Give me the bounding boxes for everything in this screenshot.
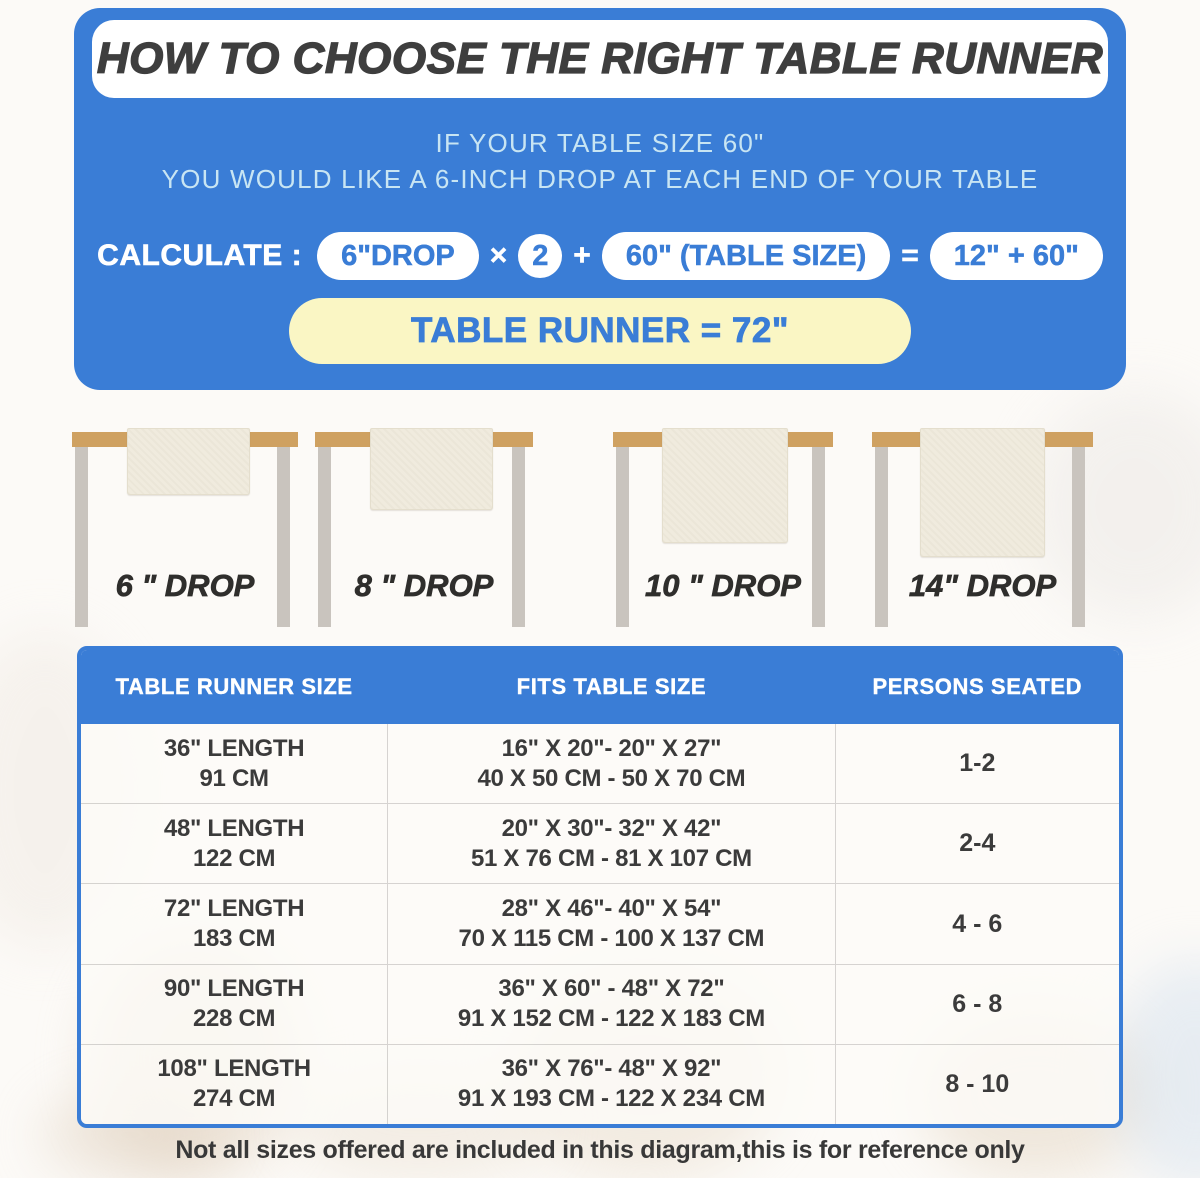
persons-seated: 6 - 8 [952, 989, 1003, 1018]
table-row [81, 964, 1119, 1044]
persons-seated: 4 - 6 [952, 909, 1003, 938]
drop-label: 6 " DROP [115, 568, 255, 603]
drop-label: 14" DROP [908, 568, 1057, 603]
table-row [81, 1044, 1119, 1124]
fits-size-cm: 91 X 193 CM - 122 X 234 CM [457, 1085, 765, 1113]
runner-size: 108" LENGTH [157, 1055, 311, 1083]
calculation-row [74, 232, 1126, 280]
drop-value-pill: 6"DROP [317, 232, 479, 280]
column-header-fits-size: FITS TABLE SIZE [516, 674, 707, 699]
drop-label: 10 " DROP [645, 568, 801, 603]
fits-size: 36" X 60" - 48" X 72" [498, 975, 725, 1003]
runner-size: 36" LENGTH [163, 734, 305, 762]
result-text: TABLE RUNNER = 72" [411, 311, 789, 350]
table-row [81, 883, 1119, 963]
runner-cloth [127, 428, 250, 495]
size-reference-table [77, 646, 1123, 1128]
column-header-runner-size: TABLE RUNNER SIZE [115, 674, 353, 699]
runner-size-cm: 122 CM [192, 844, 276, 872]
runner-size: 90" LENGTH [163, 975, 305, 1003]
fits-size-cm: 70 X 115 CM - 100 X 137 CM [458, 925, 765, 952]
fits-size: 28" X 46"- 40" X 54" [501, 895, 722, 922]
table-row [81, 803, 1119, 883]
title-box [92, 20, 1108, 98]
runner-cloth [920, 428, 1045, 557]
column-header-persons: PERSONS SEATED [872, 674, 1083, 699]
calculate-label: CALCULATE : [97, 239, 303, 272]
runner-size-cm: 228 CM [192, 1005, 276, 1033]
runner-size-cm: 274 CM [192, 1085, 276, 1113]
table-size-pill: 60" (TABLE SIZE) [602, 232, 890, 280]
runner-cloth [662, 428, 788, 543]
persons-seated: 2-4 [959, 829, 996, 858]
table-figure-10-drop [613, 428, 833, 634]
times-operator: × [489, 239, 508, 272]
fits-size: 20" X 30"- 32" X 42" [501, 814, 722, 842]
runner-size: 48" LENGTH [163, 814, 305, 842]
table-body [81, 724, 1119, 1124]
fits-size-cm: 51 X 76 CM - 81 X 107 CM [470, 844, 752, 872]
sum-pill: 12" + 60" [930, 232, 1103, 280]
page-title: HOW TO CHOOSE THE RIGHT TABLE RUNNER [96, 34, 1104, 83]
fits-size-cm: 91 X 152 CM - 122 X 183 CM [457, 1005, 765, 1033]
subtitle-line2: YOU WOULD LIKE A 6-INCH DROP AT EACH END OF YOUR TABLE [161, 164, 1039, 194]
disclaimer-note: Not all sizes offered are included in this diagram,this is for reference only [175, 1136, 1025, 1164]
runner-cloth [370, 428, 493, 510]
fits-size: 36" X 76"- 48" X 92" [501, 1055, 722, 1083]
fits-size: 16" X 20"- 20" X 27" [501, 734, 722, 762]
equals-operator: = [901, 239, 919, 272]
hero-panel [74, 8, 1126, 390]
table-figure-14-drop [872, 428, 1093, 634]
table-header-row [81, 650, 1119, 724]
multiplier-circle: 2 [518, 234, 562, 278]
drop-label: 8 " DROP [354, 568, 494, 603]
fits-size-cm: 40 X 50 CM - 50 X 70 CM [477, 764, 746, 792]
runner-size: 72" LENGTH [163, 895, 305, 922]
plus-operator: + [573, 239, 591, 272]
persons-seated: 1-2 [959, 749, 996, 778]
result-banner [289, 298, 911, 364]
table-figure-6-drop [72, 428, 298, 634]
table-figure-8-drop [315, 428, 533, 634]
runner-size-cm: 183 CM [192, 925, 276, 952]
subtitle-line1: IF YOUR TABLE SIZE 60" [435, 128, 765, 158]
runner-size-cm: 91 CM [199, 764, 269, 792]
persons-seated: 8 - 10 [945, 1069, 1010, 1098]
table-row [81, 724, 1119, 803]
